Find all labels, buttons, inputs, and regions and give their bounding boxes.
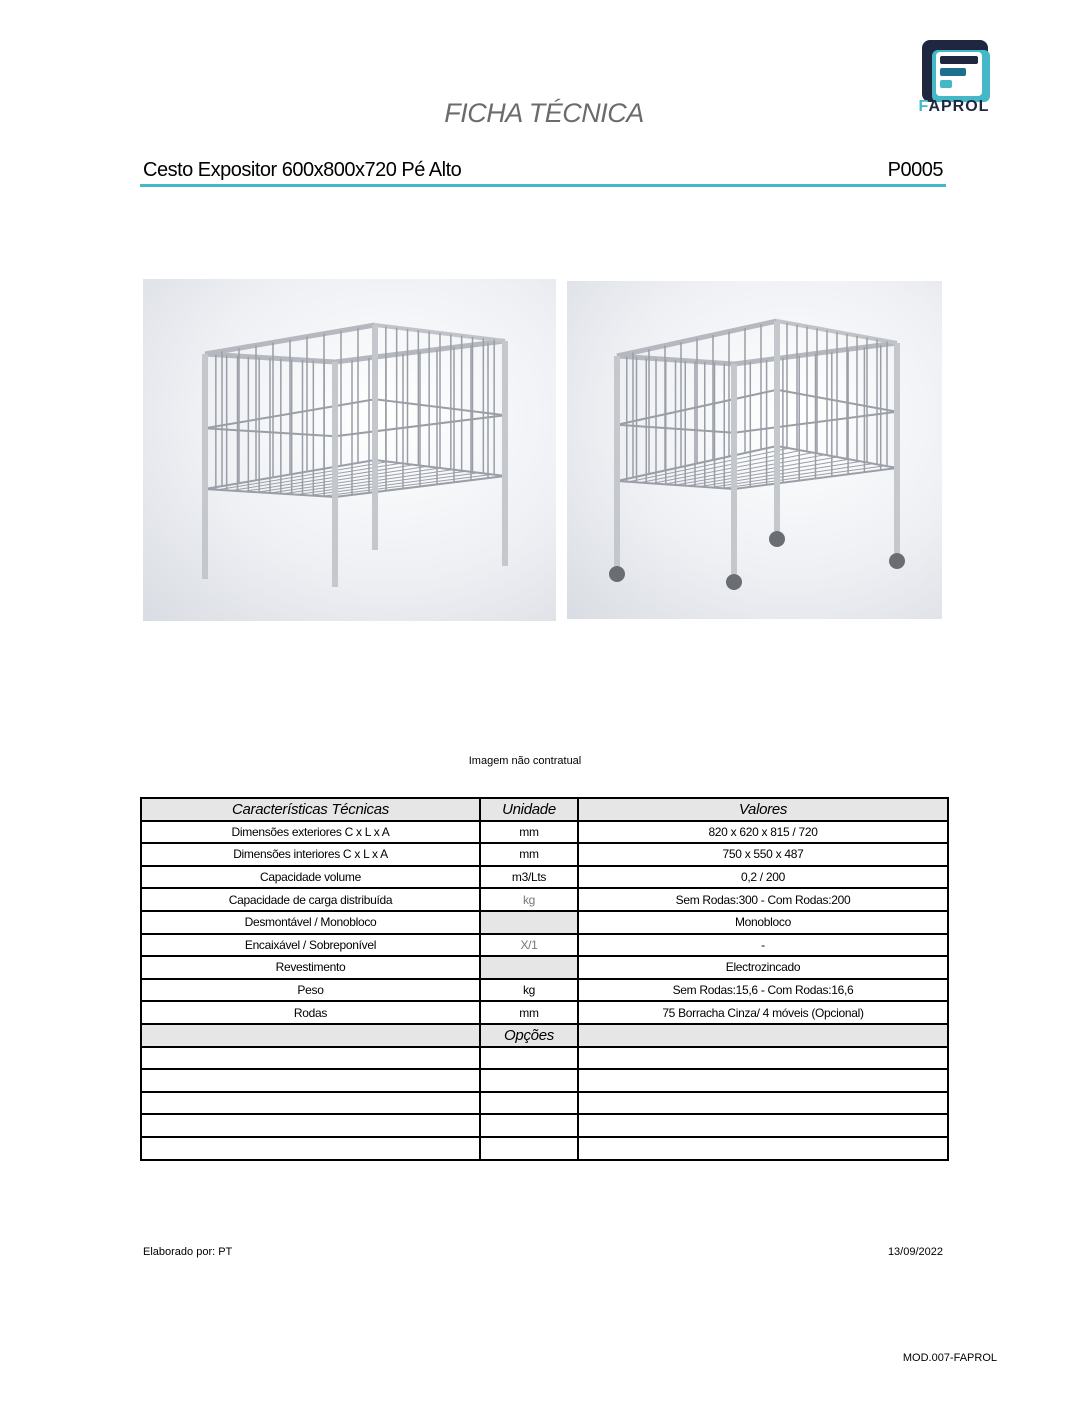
image-disclaimer: Imagem não contratual xyxy=(468,755,582,767)
options-blank xyxy=(141,1024,480,1047)
option-row xyxy=(141,1069,948,1092)
header-values: Valores xyxy=(578,798,948,821)
header-unit: Unidade xyxy=(480,798,578,821)
unit-cell: kg xyxy=(480,888,578,911)
header-features: Características Técnicas xyxy=(141,798,480,821)
form-code: MOD.007-FAPROL xyxy=(902,1352,997,1364)
option-cell xyxy=(141,1137,480,1160)
table-row xyxy=(141,911,948,934)
unit-cell xyxy=(480,911,578,934)
author: Elaborado por: PT xyxy=(143,1246,233,1258)
specs-table xyxy=(140,797,949,1161)
option-row xyxy=(141,1114,948,1137)
product-name: Cesto Expositor 600x800x720 Pé Alto xyxy=(143,159,462,181)
options-header-row xyxy=(141,1024,948,1047)
basket-wire xyxy=(322,474,492,496)
option-cell xyxy=(578,1047,948,1070)
product-image-with-wheels xyxy=(567,281,942,619)
option-cell xyxy=(141,1047,480,1070)
option-cell xyxy=(480,1137,578,1160)
table-row xyxy=(141,866,948,889)
product-image-fixed-legs xyxy=(143,279,556,621)
option-row xyxy=(141,1092,948,1115)
option-cell xyxy=(141,1114,480,1137)
unit-cell: X/1 xyxy=(480,934,578,957)
table-row xyxy=(141,843,948,866)
option-cell xyxy=(578,1137,948,1160)
table-row xyxy=(141,934,948,957)
option-cell xyxy=(578,1092,948,1115)
unit-cell xyxy=(480,956,578,979)
feature-cell: Capacidade volume xyxy=(141,866,480,889)
logo-letters: APROL xyxy=(928,98,990,115)
option-cell xyxy=(578,1114,948,1137)
document-title: FICHA TÉCNICA xyxy=(444,98,644,128)
table-row xyxy=(141,888,948,911)
wheel-icon xyxy=(726,574,742,590)
wheel-icon xyxy=(609,566,625,582)
value-cell: 0,2 / 200 xyxy=(578,866,948,889)
option-cell xyxy=(480,1047,578,1070)
feature-cell: Dimensões exteriores C x L x A xyxy=(141,821,480,844)
option-cell xyxy=(141,1069,480,1092)
options-label: Opções xyxy=(480,1024,578,1047)
feature-cell: Desmontável / Monobloco xyxy=(141,911,480,934)
unit-cell: m3/Lts xyxy=(480,866,578,889)
header-divider xyxy=(140,184,946,187)
feature-cell: Capacidade de carga distribuída xyxy=(141,888,480,911)
feature-cell: Encaixável / Sobreponível xyxy=(141,934,480,957)
table-row xyxy=(141,956,948,979)
feature-cell: Dimensões interiores C x L x A xyxy=(141,843,480,866)
option-cell xyxy=(141,1092,480,1115)
option-cell xyxy=(480,1092,578,1115)
option-cell xyxy=(480,1069,578,1092)
table-header-row xyxy=(141,798,948,821)
options-blank xyxy=(578,1024,948,1047)
product-code: P0005 xyxy=(887,159,943,181)
unit-cell: kg xyxy=(480,979,578,1002)
value-cell: Monobloco xyxy=(578,911,948,934)
option-cell xyxy=(480,1114,578,1137)
date: 13/09/2022 xyxy=(887,1246,943,1258)
feature-cell: Peso xyxy=(141,979,480,1002)
option-row xyxy=(141,1137,948,1160)
value-cell: Sem Rodas:300 - Com Rodas:200 xyxy=(578,888,948,911)
value-cell: 820 x 620 x 815 / 720 xyxy=(578,821,948,844)
table-row xyxy=(141,979,948,1002)
feature-cell: Rodas xyxy=(141,1001,480,1024)
value-cell: Sem Rodas:15,6 - Com Rodas:16,6 xyxy=(578,979,948,1002)
unit-cell: mm xyxy=(480,821,578,844)
option-row xyxy=(141,1047,948,1070)
value-cell: Electrozincado xyxy=(578,956,948,979)
unit-cell: mm xyxy=(480,843,578,866)
wheel-icon xyxy=(889,553,905,569)
unit-cell: mm xyxy=(480,1001,578,1024)
table-row xyxy=(141,1001,948,1024)
value-cell: 750 x 550 x 487 xyxy=(578,843,948,866)
option-cell xyxy=(578,1069,948,1092)
logo-letter-f: F xyxy=(918,98,929,115)
value-cell: 75 Borracha Cinza/ 4 móveis (Opcional) xyxy=(578,1001,948,1024)
feature-cell: Revestimento xyxy=(141,956,480,979)
table-row xyxy=(141,821,948,844)
wheel-icon xyxy=(769,531,785,547)
value-cell: - xyxy=(578,934,948,957)
